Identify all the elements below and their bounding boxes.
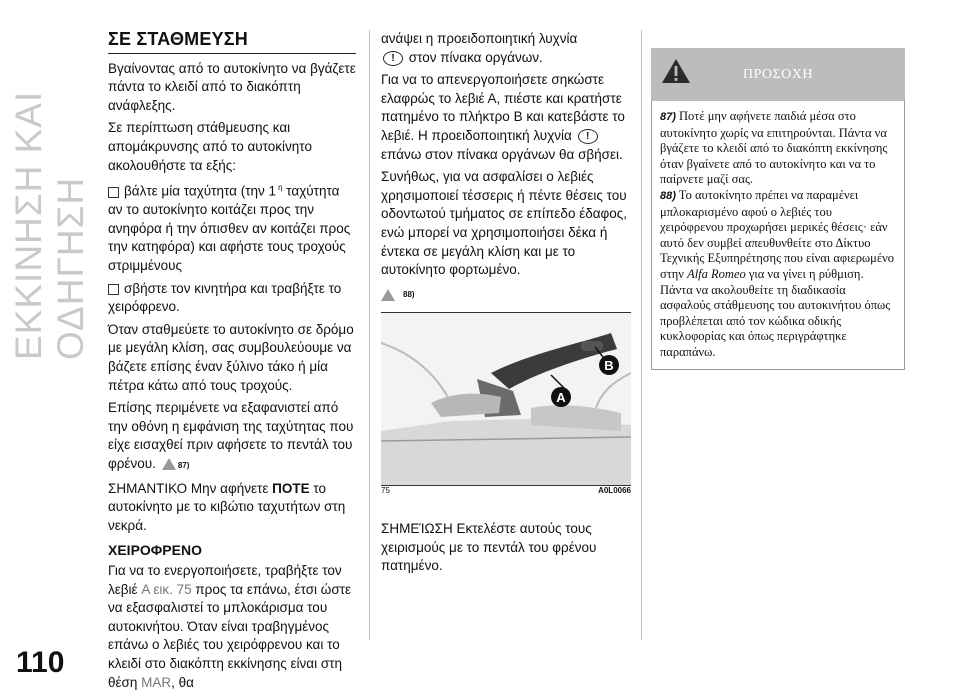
caution-body — [651, 101, 905, 370]
bullet-item-2: σβήστε τον κινητήρα και τραβήξτε το χειρόφρενο. — [108, 280, 342, 315]
figure-label-b: B — [604, 358, 614, 373]
footnote-88-marker: 88) — [381, 286, 631, 305]
warning-triangle-icon — [661, 58, 691, 84]
brake-warning-lamp-icon: ! — [578, 129, 598, 144]
paragraph-1: Βγαίνοντας από το αυτοκίνητο να βγάζετε πάντα το κλειδί από το διακόπτη ανάφλεξης. — [108, 60, 356, 113]
caution-header — [651, 48, 905, 101]
figure-code: A0L0066 — [598, 486, 631, 495]
paragraph-lamp: ανάψει η προειδοποιητική λυχνία ! στον πίνακα οργάνων. — [381, 31, 578, 65]
subsection-heading: ΧΕΙΡΟΦΡΕΝΟ — [108, 542, 202, 559]
caution-box — [651, 48, 905, 370]
caution-item-87: 87) Ποτέ μην αφήνετε παιδιά μέσα στο αυτοκίνητο χωρίς να επιτηρούνται. Πάντα να βγάζετε το κλειδί από το διακόπτη εκκίνησης όταν βγαίνετε από το αυτοκίνητο και να το παίρνετε μαζί σας. — [660, 109, 888, 187]
caution-title: ΠΡΟΣΟΧΗ — [743, 66, 813, 82]
figure-label-a: A — [556, 390, 566, 405]
paragraph-4: Επίσης περιμένετε να εξαφανιστεί από την οθόνη η εμφάνιση της ταχύτητας που είχε εισαχθεί πριν αφήσετε το πεντάλ του φρένου. 87) — [108, 400, 354, 471]
note-paragraph: ΣΗΜΕΊΩΣΗ Εκτελέστε αυτούς τους χειρισμούς με το πεντάλ του φρένου πατημένο. — [381, 521, 597, 574]
paragraph-release: Για να το απενεργοποιήσετε σηκώστε ελαφρώς το λεβιέ Α, πιέστε και κρατήστε πατημένο το πλήκτρο Β και κατεβάστε το λεβιέ. Η προειδοποιητική λυχνία ! επάνω στον πίνακα οργάνων θα σβήσει. — [381, 72, 625, 162]
paragraph-3: Όταν σταθμεύετε το αυτοκίνητο σε δρόμο με μεγάλη κλίση, σας συμβουλεύουμε να βάζετε επίσης έναν ξύλινο τάκο ή μία πέτρα κάτω από τους τροχούς. — [108, 321, 354, 393]
column-left — [108, 30, 356, 696]
warning-triangle-icon — [162, 458, 176, 470]
caution-item-88: 88) Το αυτοκίνητο πρέπει να παραμένει μπλοκαρισμένο αφού ο λεβιές του χειρόφρενου προχωρήσει μερικές θέσεις· εάν αυτό δεν συμβεί απευθυνθείτε στο Δίκτυο Τεχνικής Εξυπηρέτησης που είναι αφιερωμένο στην Alfa Romeo για να γίνει η ρύθμιση. Πάντα να ακολουθείτε τη διαδικασία ασφαλούς στάθμευσης του αυτοκινήτου όπως προβλέπεται από τον κώδικα οδικής κυκλοφορίας και όπως περιγράφτηκε παραπάνω. — [660, 187, 895, 359]
paragraph-6: Για να το ενεργοποιήσετε, τραβήξτε τον λεβιέ Α εικ. 75 προς τα επάνω, έτσι ώστε να εξασφαλιστεί το μπλοκάρισμα του αυτοκινήτου. Όταν είναι τραβηγμένος επάνω ο λεβιές του χειρόφρενου και το κλειδί στο διακόπτη εκκίνησης είναι στη θέση MAR, θα — [108, 562, 352, 690]
chapter-side-title: ΕΚΚΙΝΗΣΗ ΚΑΙ ΟΔΗΓΗΣΗ — [8, 90, 91, 360]
figure-caption — [381, 486, 631, 495]
handbrake-illustration — [381, 313, 631, 485]
column-divider — [641, 30, 642, 640]
paragraph-5: ΣΗΜΑΝΤΙΚΟ Μην αφήνετε ΠΟΤΕ το αυτοκίνητο με το κιβώτιο ταχυτήτων στη νεκρά. — [108, 480, 346, 533]
checkbox-bullet-icon — [108, 187, 119, 198]
column-middle — [381, 30, 631, 312]
bullet-item-1: βάλτε μία ταχύτητα (την 1 $^\eta$ ταχύτητα αν το αυτοκίνητο κοιτάζει προς την ανηφόρα ή την όπισθεν αν κοιτάζει προς την κατηφόρα) και αφήστε τους τροχούς στριμμένους — [108, 183, 351, 274]
handbrake-figure — [381, 312, 631, 486]
figure-reference[interactable]: Α εικ. 75 — [141, 581, 192, 597]
footnote-ref-87[interactable]: 87) — [177, 460, 190, 470]
page-number: 110 — [16, 646, 65, 679]
paragraph-2: Σε περίπτωση στάθμευσης και απομάκρυνσης από το αυτοκίνητο ακολουθήστε τα εξής: — [108, 120, 312, 173]
section-heading: ΣΕ ΣΤΑΘΜΕΥΣΗ — [108, 30, 356, 54]
brake-warning-lamp-icon: ! — [383, 51, 403, 66]
warning-triangle-icon — [381, 289, 395, 301]
figure-number: 75 — [381, 486, 390, 495]
paragraph-positions: Συνήθως, για να ασφαλίσει ο λεβιές χρησιμοποιεί τέσσερις ή πέντε θέσεις του οδοντωτού τμήματος σε επίπεδο έδαφος, ενώ μπορεί να χρησιμοποιήσει δέκα ή έντεκα σε μεγάλη κλίση και με το αυτοκίνητο φορτωμένο. — [381, 169, 628, 278]
column-divider — [369, 30, 370, 640]
checkbox-bullet-icon — [108, 284, 119, 295]
